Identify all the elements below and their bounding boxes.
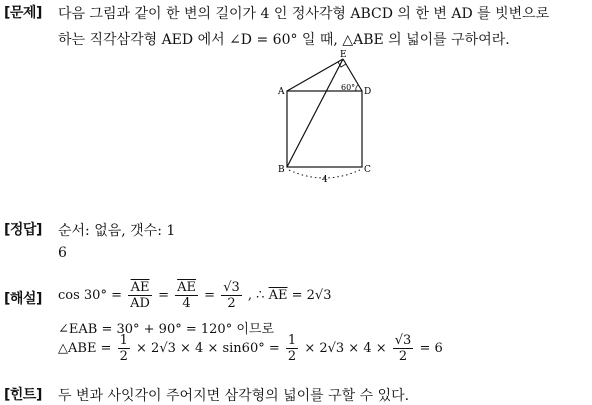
point-e: E bbox=[340, 50, 347, 60]
fraction-num: $\overline{AE}$ bbox=[130, 280, 150, 295]
fraction-den: 2 bbox=[227, 296, 236, 311]
point-a: A bbox=[278, 87, 285, 97]
hint-text: 두 변과 사잇각이 주어지면 삼각형의 넓이를 구할 수 있다. bbox=[58, 388, 410, 404]
equals: = bbox=[158, 288, 169, 303]
answer-value: 6 bbox=[58, 245, 67, 261]
fraction-half bbox=[118, 333, 130, 364]
square-figure bbox=[270, 45, 380, 185]
ae-result: = 2√3 bbox=[291, 288, 332, 303]
fraction-num: √3 bbox=[223, 280, 240, 295]
fraction-den: 4 bbox=[182, 296, 191, 311]
fraction-half bbox=[286, 333, 298, 364]
cos-prefix: cos 30° = bbox=[58, 288, 122, 303]
solution-line-3 bbox=[58, 333, 443, 364]
fraction-den: 2 bbox=[398, 349, 408, 364]
fraction-den: AD bbox=[130, 296, 150, 311]
problem-label: [문제] bbox=[4, 5, 42, 21]
problem-line-2: 하는 직각삼각형 AED 에서 ∠D = 60° 일 때, △ABE 의 넓이를 구하여라. bbox=[58, 32, 510, 48]
therefore: , ∴ bbox=[247, 288, 265, 303]
side-label: 4 bbox=[322, 175, 328, 185]
square-abcd bbox=[287, 91, 362, 167]
fraction-den: 2 bbox=[119, 349, 128, 364]
solution-line-2: ∠EAB = 30° + 90° = 120° 이므로 bbox=[58, 322, 274, 337]
answer-label: [정답] bbox=[4, 222, 42, 238]
fraction-num: 1 bbox=[287, 333, 297, 348]
area-prefix: △ABE = bbox=[58, 341, 112, 356]
angle-label: 60° bbox=[341, 83, 356, 92]
point-c: C bbox=[364, 165, 371, 175]
fraction-root3-2 bbox=[393, 333, 414, 364]
fraction-root3-2 bbox=[221, 280, 242, 311]
fraction-ae-ad bbox=[128, 280, 152, 311]
hint-label: [힌트] bbox=[4, 387, 42, 403]
solution-label: [해설] bbox=[4, 291, 42, 307]
fraction-ae-4 bbox=[175, 280, 198, 311]
solution-line-1 bbox=[58, 280, 331, 311]
equals: = bbox=[204, 288, 216, 303]
answer-meta: 순서: 없음, 갯수: 1 bbox=[58, 223, 176, 239]
area-mid: × 2√3 × 4 × sin60° = bbox=[136, 341, 280, 356]
fraction-num: 1 bbox=[119, 333, 128, 348]
fraction-den: 2 bbox=[287, 349, 297, 364]
fraction-num: $\overline{AE}$ bbox=[177, 280, 197, 295]
segment-ae-text: $\overline{AE}$ bbox=[268, 288, 288, 303]
point-d: D bbox=[364, 87, 372, 97]
area-result: = 6 bbox=[419, 341, 443, 356]
angle-arc-d bbox=[356, 85, 358, 91]
fraction-num: √3 bbox=[394, 333, 412, 348]
point-b: B bbox=[278, 165, 285, 175]
problem-line-1: 다음 그림과 같이 한 변의 길이가 4 인 정사각형 ABCD 의 한 변 AD 를 빗변으로 bbox=[58, 6, 550, 22]
area-mid-2: × 2√3 × 4 × bbox=[304, 341, 387, 356]
